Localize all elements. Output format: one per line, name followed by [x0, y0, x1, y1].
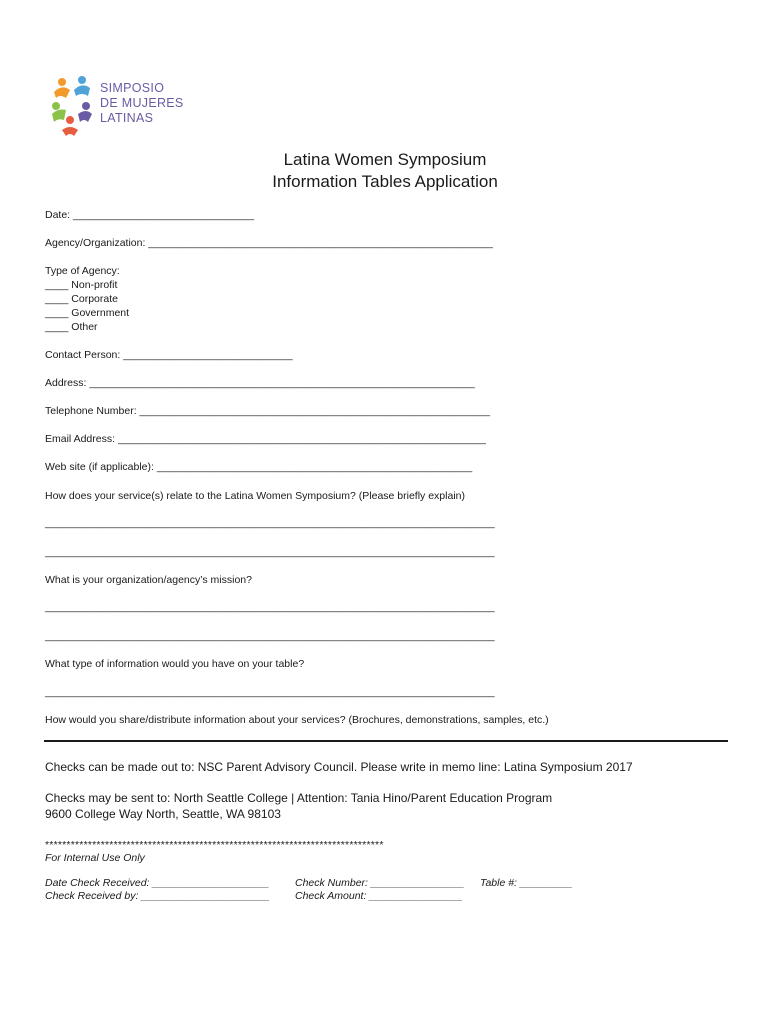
- type-other-option[interactable]: ____ Other: [45, 321, 98, 333]
- address-field[interactable]: Address: __________________________________________________________________: [45, 377, 475, 389]
- agency-field[interactable]: Agency/Organization: ___________________________________________________________: [45, 237, 493, 249]
- check-received-by-field[interactable]: Check Received by: ______________________: [45, 890, 270, 902]
- stars-divider: *******************************************************************************: [45, 839, 384, 851]
- telephone-field[interactable]: Telephone Number: ____________________________________________________________: [45, 405, 490, 417]
- page-title: Latina Women Symposium: [283, 150, 487, 169]
- question-table-info: What type of information would you have on your table?: [45, 658, 305, 670]
- logo-line-1: SIMPOSIO: [100, 81, 165, 95]
- answer-line[interactable]: _____________________________________________________________________________: [45, 546, 495, 558]
- internal-use-heading: For Internal Use Only: [45, 852, 145, 864]
- check-number-field[interactable]: Check Number: ________________: [295, 877, 465, 889]
- checks-payable-text: Checks can be made out to: NSC Parent Advisory Council. Please write in memo line: Latina Symposium 2017: [45, 760, 633, 774]
- symposium-logo: [48, 70, 198, 136]
- answer-line[interactable]: _____________________________________________________________________________: [45, 601, 495, 613]
- question-mission: What is your organization/agency’s mission?: [45, 574, 252, 586]
- contact-person-field[interactable]: Contact Person: _____________________________: [45, 349, 293, 361]
- question-service-relation: How does your service(s) relate to the Latina Women Symposium? (Please briefly explain): [45, 490, 465, 502]
- answer-line[interactable]: _____________________________________________________________________________: [45, 630, 495, 642]
- page-subtitle: Information Tables Application: [272, 172, 498, 191]
- website-field[interactable]: Web site (if applicable): ______________________________________________________: [45, 461, 473, 473]
- date-check-received-field[interactable]: Date Check Received: ____________________: [45, 877, 270, 889]
- logo-line-3: LATINAS: [100, 111, 154, 125]
- question-share-info: How would you share/distribute information about your services? (Brochures, demonstrations, samples, etc.): [45, 714, 549, 726]
- checks-sent-text: Checks may be sent to: North Seattle College | Attention: Tania Hino/Parent Education Program: [45, 791, 553, 805]
- type-corporate-option[interactable]: ____ Corporate: [45, 293, 118, 305]
- type-of-agency-label: Type of Agency:: [45, 265, 120, 277]
- type-nonprofit-option[interactable]: ____ Non-profit: [45, 279, 118, 291]
- date-field[interactable]: Date: _______________________________: [45, 209, 255, 221]
- answer-line[interactable]: _____________________________________________________________________________: [45, 686, 495, 698]
- section-divider: [44, 740, 728, 742]
- email-field[interactable]: Email Address: _______________________________________________________________: [45, 433, 486, 445]
- logo-line-2: DE MUJERES: [100, 96, 184, 110]
- type-government-option[interactable]: ____ Government: [45, 307, 130, 319]
- table-number-field[interactable]: Table #: _________: [480, 877, 573, 889]
- answer-line[interactable]: _____________________________________________________________________________: [45, 517, 495, 529]
- figures-ring-icon: [52, 76, 92, 136]
- check-amount-field[interactable]: Check Amount: ________________: [295, 890, 463, 902]
- mailing-address-text: 9600 College Way North, Seattle, WA 98103: [45, 807, 281, 821]
